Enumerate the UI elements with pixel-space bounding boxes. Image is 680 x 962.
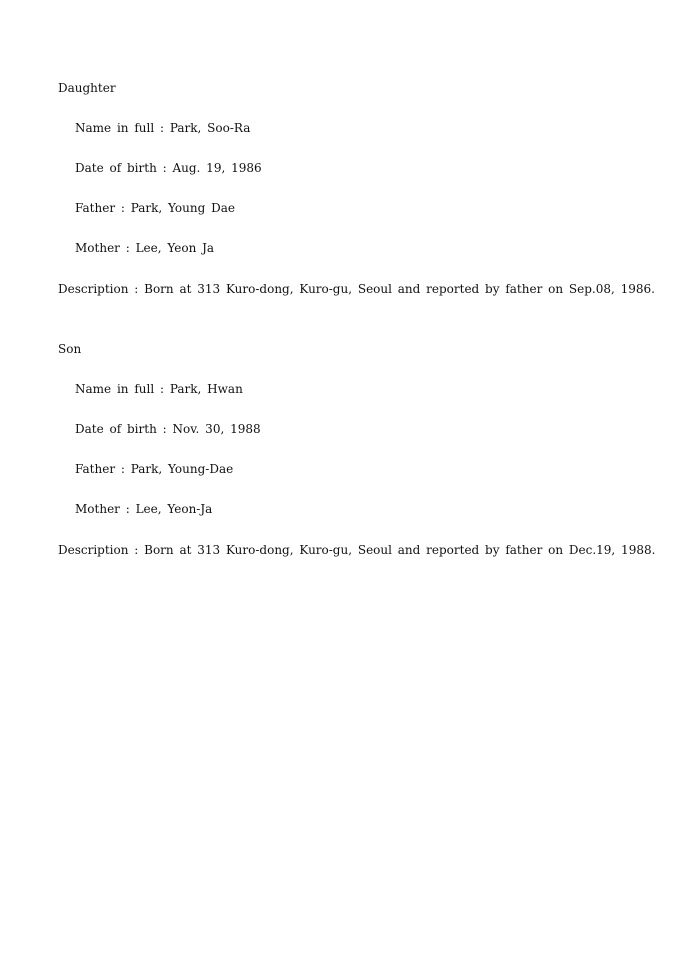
daughter-mother: Mother : Lee, Yeon Ja (75, 241, 215, 255)
daughter-description: Description : Born at 313 Kuro-dong, Kuro-gu, Seoul and reported by father on Sep.08, 1986. (58, 282, 655, 296)
son-date-of-birth: Date of birth : Nov. 30, 1988 (75, 422, 261, 436)
daughter-heading: Daughter (58, 81, 116, 95)
daughter-name: Name in full : Park, Soo-Ra (75, 121, 251, 135)
son-name: Name in full : Park, Hwan (75, 382, 243, 396)
son-father: Father : Park, Young-Dae (75, 462, 234, 476)
daughter-date-of-birth: Date of birth : Aug. 19, 1986 (75, 161, 262, 175)
son-description: Description : Born at 313 Kuro-dong, Kuro-gu, Seoul and reported by father on Dec.19, 1988. (58, 543, 656, 557)
son-mother: Mother : Lee, Yeon-Ja (75, 502, 213, 516)
daughter-father: Father : Park, Young Dae (75, 201, 235, 215)
son-heading: Son (58, 342, 82, 356)
